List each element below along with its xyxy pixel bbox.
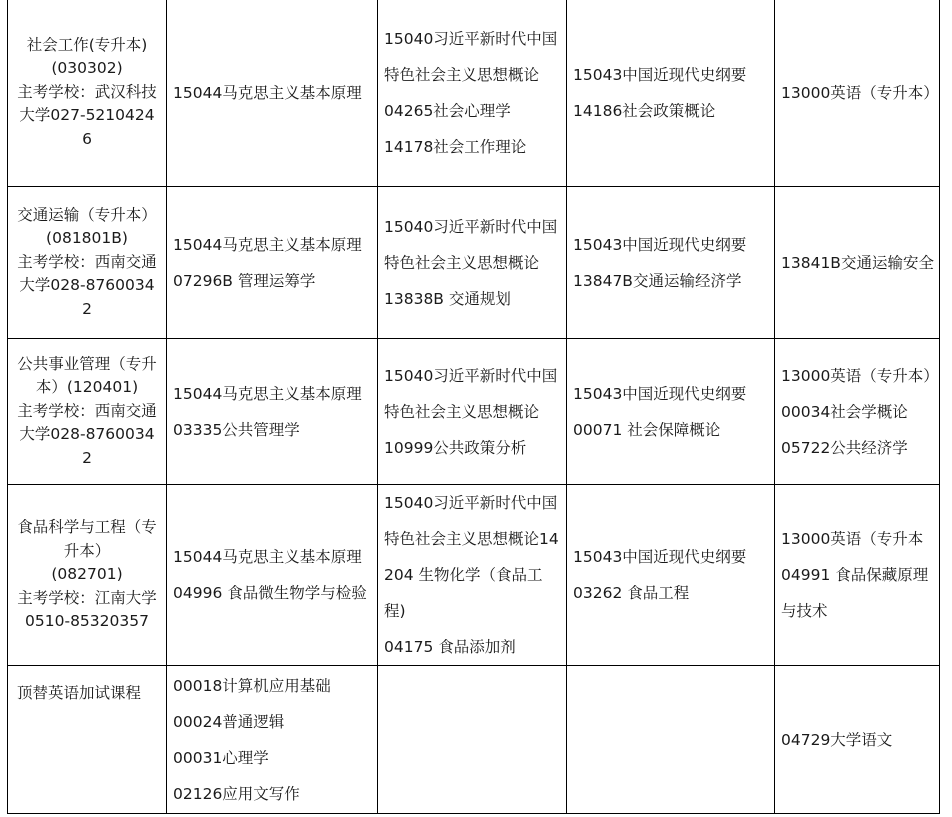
course-item: 04265社会心理学 — [384, 101, 511, 120]
major-name: 公共事业管理（专升本）(120401) — [17, 354, 157, 397]
course-item: 00071 社会保障概论 — [573, 420, 721, 439]
course-cell — [567, 0, 775, 187]
course-cell — [378, 666, 567, 814]
table-row — [8, 339, 940, 485]
course-item: 15040习近平新时代中国特色社会主义思想概论 — [384, 494, 558, 548]
course-item: 04175 食品添加剂 — [384, 638, 516, 656]
major-cell — [8, 666, 167, 814]
course-cell — [378, 0, 567, 187]
course-cell — [167, 666, 378, 814]
major-cell — [8, 339, 167, 485]
course-cell — [167, 485, 378, 666]
course-cell — [567, 485, 775, 666]
course-cell — [775, 666, 940, 814]
exam-course-table — [7, 0, 940, 814]
course-cell — [775, 187, 940, 339]
major-code: (030302) — [51, 59, 123, 78]
course-item: 13841B交通运输安全 — [781, 253, 934, 272]
course-cell — [167, 0, 378, 187]
course-cell — [775, 0, 940, 187]
major-name: 交通运输（专升本） — [17, 205, 157, 224]
course-item: 15043中国近现代史纲要 — [573, 548, 747, 566]
course-item: 15044马克思主义基本原理 — [173, 548, 362, 566]
major-school: 主考学校：武汉科技大学027-52104246 — [17, 82, 157, 148]
course-item: 15044马克思主义基本原理 — [173, 384, 362, 403]
course-item: 00031心理学 — [173, 748, 269, 767]
course-item: 03262 食品工程 — [573, 584, 690, 602]
course-item: 00034社会学概论 — [781, 402, 908, 421]
table-row — [8, 666, 940, 814]
major-code: (081801B) — [46, 229, 128, 248]
major-cell — [8, 0, 167, 187]
course-item: 15044马克思主义基本原理 — [173, 235, 362, 254]
course-item: 07296B 管理运筹学 — [173, 271, 316, 290]
major-code: (082701) — [51, 565, 123, 584]
course-line — [781, 358, 939, 430]
course-cell — [567, 339, 775, 485]
course-cell — [378, 485, 567, 666]
table-row — [8, 187, 940, 339]
course-item: 15040习近平新时代中国特色社会主义思想概论 — [384, 217, 558, 272]
course-item: 15040习近平新时代中国特色社会主义思想概论 — [384, 366, 558, 421]
table-row — [8, 0, 940, 187]
course-line — [384, 485, 560, 629]
course-cell — [775, 485, 940, 666]
course-item: 04991 食品保藏原理与技术 — [781, 566, 929, 620]
course-item: 00024普通逻辑 — [173, 712, 285, 731]
course-item: 13000英语（专升本） — [781, 83, 939, 102]
course-cell — [167, 187, 378, 339]
major-name: 食品科学与工程（专升本） — [17, 518, 157, 560]
course-item: 13838B 交通规划 — [384, 289, 511, 308]
major-cell — [8, 485, 167, 666]
course-item: 15043中国近现代史纲要 — [573, 235, 747, 254]
course-item: 14178社会工作理论 — [384, 137, 527, 156]
course-cell — [378, 339, 567, 485]
course-item: 13847B交通运输经济学 — [573, 271, 742, 290]
course-item: 15044马克思主义基本原理 — [173, 83, 362, 102]
major-school: 主考学校：西南交通大学028-87600342 — [17, 401, 157, 467]
course-item: 02126应用文写作 — [173, 784, 300, 803]
course-cell — [167, 339, 378, 485]
course-cell — [775, 339, 940, 485]
major-cell — [8, 187, 167, 339]
course-item: 15043中国近现代史纲要 — [573, 384, 747, 403]
course-item: 10999公共政策分析 — [384, 438, 527, 457]
course-item: 15043中国近现代史纲要 — [573, 65, 747, 84]
course-cell — [378, 187, 567, 339]
course-item: 03335公共管理学 — [173, 420, 300, 439]
major-name: 顶替英语加试课程 — [17, 684, 142, 702]
major-school: 主考学校：江南大学0510-85320357 — [17, 588, 157, 631]
course-item: 05722公共经济学 — [781, 438, 908, 457]
course-item: 14186社会政策概论 — [573, 101, 716, 120]
course-item: 14204 生物化学（食品工程) — [384, 530, 559, 620]
course-item: 04729大学语文 — [781, 730, 893, 749]
course-item: 00018计算机应用基础 — [173, 676, 331, 695]
course-cell — [567, 666, 775, 814]
major-school: 主考学校：西南交通大学028-87600342 — [17, 252, 157, 318]
course-cell — [567, 187, 775, 339]
course-item: 13000英语（专升本 — [781, 530, 924, 548]
course-item: 04996 食品微生物学与检验 — [173, 584, 367, 602]
major-name: 社会工作(专升本) — [26, 35, 148, 54]
course-item: 13000英语（专升本） — [781, 366, 939, 385]
table-row — [8, 485, 940, 666]
course-item: 15040习近平新时代中国特色社会主义思想概论 — [384, 29, 558, 84]
